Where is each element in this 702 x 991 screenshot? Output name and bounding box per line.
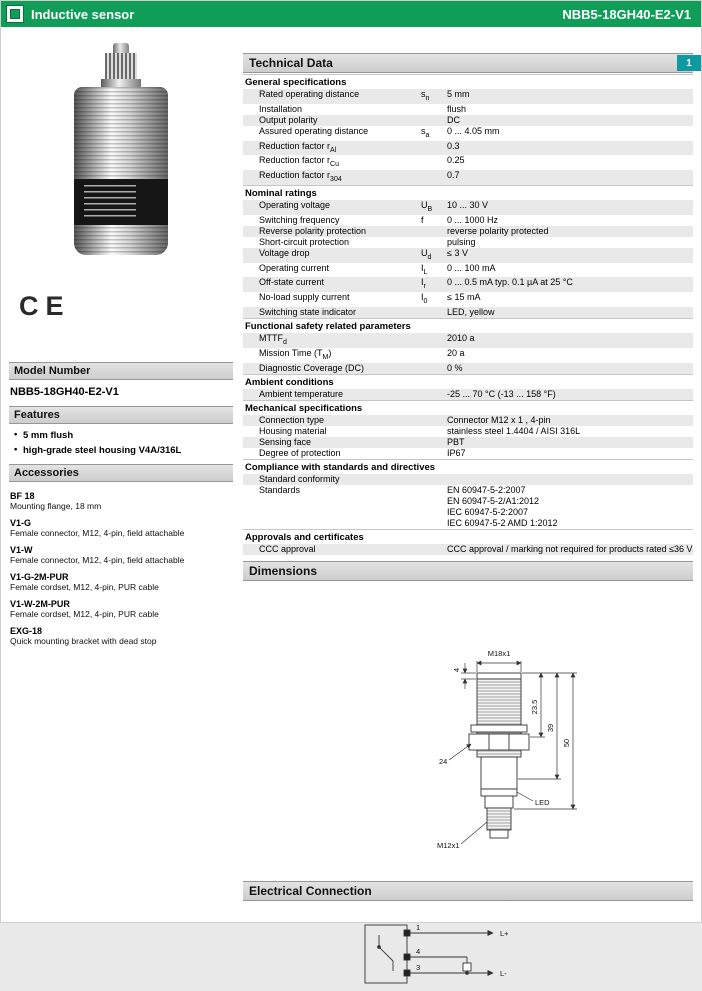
l-minus-label: L- xyxy=(500,968,507,978)
row-symbol xyxy=(421,474,447,485)
accessory-description: Female connector, M12, 4-pin, field attachable xyxy=(10,528,185,538)
row-value: reverse polarity protected xyxy=(447,225,549,236)
content-columns xyxy=(1,27,701,987)
sensor-label-print xyxy=(84,185,136,217)
row-symbol xyxy=(421,415,447,426)
left-column xyxy=(9,27,233,987)
row-value: 2010 a xyxy=(447,332,475,343)
sensor-body xyxy=(74,87,168,255)
row-value: 0 ... 0.5 mA typ. 0.1 µA at 25 °C xyxy=(447,277,573,288)
row-value: 0.3 xyxy=(447,140,460,151)
row-value xyxy=(447,474,693,485)
row-label: Installation xyxy=(259,103,303,114)
row-label: Switching state indicator xyxy=(259,306,357,317)
dim-label-39: 39 xyxy=(546,723,555,732)
sensor-collar xyxy=(101,79,141,87)
pin4-label: 4 xyxy=(416,946,421,956)
table-row xyxy=(243,292,693,307)
row-label: Reduction factor $r_{304}$ xyxy=(259,170,342,183)
table-row xyxy=(243,363,693,374)
dim-label-4: 4 xyxy=(452,667,461,672)
row-label: Voltage drop xyxy=(259,247,310,258)
accessory-description: Female cordset, M12, 4-pin, PUR cable xyxy=(10,582,159,592)
table-row xyxy=(243,89,693,104)
row-value: 0 ... 1000 Hz xyxy=(447,214,499,225)
row-label: Ambient temperature xyxy=(259,388,344,399)
table-row xyxy=(243,485,693,529)
dim-label-m12: M12x1 xyxy=(437,840,460,850)
row-value: Connector M12 x 1 , 4-pin xyxy=(447,414,551,425)
table-section-header: Ambient conditions xyxy=(243,374,693,389)
accessory-name: V1-G-2M-PUR xyxy=(10,572,69,582)
table-row xyxy=(243,474,693,485)
row-symbol: $I_0$ xyxy=(421,292,428,305)
table-row xyxy=(243,426,693,437)
row-value: 0 ... 4.05 mm xyxy=(447,125,500,136)
accessory-item xyxy=(10,491,233,511)
table-row xyxy=(243,115,693,126)
dimension-drawing-area xyxy=(243,581,693,881)
sensor-photo-illustration xyxy=(74,43,168,255)
row-label: Standards xyxy=(259,484,301,495)
row-value: 20 a xyxy=(447,347,465,358)
row-value: CCC approval / marking not required for products rated ≤36 V xyxy=(447,543,693,554)
features-list xyxy=(9,424,233,464)
table-row xyxy=(243,226,693,237)
table-row xyxy=(243,263,693,278)
model-number-heading: Model Number xyxy=(9,362,233,380)
row-label: Mission Time $(T_M)$ xyxy=(259,347,332,361)
table-section-header: General specifications xyxy=(243,74,693,89)
dim-label-23-5: 23.5 xyxy=(530,699,539,714)
row-symbol xyxy=(421,155,447,170)
row-value: flush xyxy=(447,103,467,114)
dim-label-m18: M18x1 xyxy=(487,648,511,658)
accessory-name: V1-W-2M-PUR xyxy=(10,599,70,609)
row-value: stainless steel 1.4404 / AISI 316L xyxy=(447,425,581,436)
row-value: 5 mm xyxy=(447,89,470,99)
row-label: Standard conformity xyxy=(259,473,340,484)
header xyxy=(1,1,701,27)
row-value: 0 ... 100 mA xyxy=(447,262,496,273)
sensor-icon xyxy=(6,5,24,23)
table-row xyxy=(243,437,693,448)
row-symbol: $s_a$ xyxy=(421,125,430,139)
row-value: 0.25 xyxy=(447,155,465,166)
accessory-item xyxy=(10,626,233,646)
row-label: Sensing face xyxy=(259,436,312,447)
feature-item: • high-grade steel housing V4A/316L xyxy=(11,443,233,458)
table-row xyxy=(243,389,693,400)
table-row xyxy=(243,307,693,318)
product-photo xyxy=(9,43,233,283)
accessory-description: Quick mounting bracket with dead stop xyxy=(10,636,157,646)
accessory-name: EXG-18 xyxy=(10,626,43,636)
row-value: -25 ... 70 °C (-13 ... 158 °F) xyxy=(447,388,556,399)
row-label: Reverse polarity protection xyxy=(259,225,367,236)
row-value: pulsing xyxy=(447,236,476,247)
accessories-list xyxy=(9,482,233,646)
row-label: Output polarity xyxy=(259,114,318,125)
row-symbol: $s_n$ xyxy=(421,89,430,102)
table-row xyxy=(243,237,693,248)
row-symbol xyxy=(421,237,447,248)
sensor-outline xyxy=(469,673,529,838)
row-symbol xyxy=(421,485,447,529)
accessory-item xyxy=(10,545,233,565)
sensor-icon-inner xyxy=(10,9,20,19)
accessory-description: Female connector, M12, 4-pin, field attachable xyxy=(10,555,185,565)
row-symbol xyxy=(421,115,447,126)
dim-label-led: LED xyxy=(535,797,550,807)
features-heading: Features xyxy=(9,406,233,424)
table-row xyxy=(243,155,693,170)
row-label: $MTTF_d$ xyxy=(259,332,287,346)
ce-mark: CE xyxy=(19,291,71,321)
row-symbol xyxy=(421,448,447,459)
row-label: Short-circuit protection xyxy=(259,236,350,247)
table-section-header: Nominal ratings xyxy=(243,185,693,200)
row-symbol xyxy=(421,389,447,400)
row-label: Operating current xyxy=(259,262,330,273)
table-row xyxy=(243,141,693,156)
accessories-heading: Accessories xyxy=(9,464,233,482)
row-symbol xyxy=(421,544,447,555)
accessory-description: Mounting flange, 18 mm xyxy=(10,501,102,511)
row-value: EN 60947-5-2:2007 EN 60947-5-2/A1:2012 IEC 60947-5-2:2007 IEC 60947-5-2 AMD 1:2012 xyxy=(447,484,558,528)
row-symbol: $I_L$ xyxy=(421,262,428,276)
row-value: 0 % xyxy=(447,362,463,373)
model-number-value: NBB5-18GH40-E2-V1 xyxy=(10,386,119,398)
row-value: LED, yellow xyxy=(447,306,495,317)
row-symbol: f xyxy=(421,214,424,225)
table-row xyxy=(243,544,693,555)
table-row xyxy=(243,277,693,292)
technical-data-table xyxy=(243,74,693,555)
row-value: DC xyxy=(447,114,460,125)
wiring-diagram-area xyxy=(243,901,693,987)
row-label: Connection type xyxy=(259,414,325,425)
electrical-connection-heading: Electrical Connection xyxy=(243,881,693,901)
table-section-header: Approvals and certificates xyxy=(243,529,693,544)
accessory-item xyxy=(10,572,233,592)
table-row xyxy=(243,215,693,226)
page-number-badge: 1 xyxy=(677,55,701,71)
table-row xyxy=(243,348,693,363)
sensor-connector-tip xyxy=(113,43,129,53)
row-value: 0.7 xyxy=(447,170,460,181)
row-symbol xyxy=(421,226,447,237)
dim-label-24: 24 xyxy=(439,756,448,766)
row-label: Degree of protection xyxy=(259,447,341,458)
row-symbol: $U_B$ xyxy=(421,199,433,213)
product-type-title: Inductive sensor xyxy=(31,6,135,22)
row-symbol xyxy=(421,333,447,348)
row-symbol: $U_d$ xyxy=(421,247,432,261)
header-model-number: NBB5-18GH40-E2-V1 xyxy=(562,6,691,22)
row-label: Rated operating distance xyxy=(259,89,360,99)
table-section-header: Compliance with standards and directives xyxy=(243,459,693,474)
row-label: Switching frequency xyxy=(259,214,340,225)
brand xyxy=(6,5,134,23)
row-label: Diagnostic Coverage (DC) xyxy=(259,362,365,373)
dim-label-50: 50 xyxy=(562,738,571,747)
row-value: 10 ... 30 V xyxy=(447,199,489,210)
row-label: Off-state current xyxy=(259,277,324,288)
feature-item: • 5 mm flush xyxy=(11,428,233,443)
row-label: Assured operating distance xyxy=(259,125,369,136)
row-symbol xyxy=(421,426,447,437)
row-value: PBT xyxy=(447,436,465,447)
table-row xyxy=(243,448,693,459)
table-section-header: Functional safety related parameters xyxy=(243,318,693,333)
l-plus-label: L+ xyxy=(500,928,509,938)
row-value: IP67 xyxy=(447,447,466,458)
table-row xyxy=(243,104,693,115)
row-label: Reduction factor $r_{Al}$ xyxy=(259,140,337,154)
accessory-item xyxy=(10,518,233,538)
accessory-description: Female cordset, M12, 4-pin, PUR cable xyxy=(10,609,159,619)
table-row xyxy=(243,333,693,348)
row-symbol xyxy=(421,104,447,115)
sensor-connector xyxy=(105,53,137,79)
row-label: No-load supply current xyxy=(259,292,350,303)
accessory-name: V1-W xyxy=(10,545,33,555)
table-row xyxy=(243,170,693,185)
row-symbol: $I_r$ xyxy=(421,277,426,291)
row-symbol xyxy=(421,170,447,185)
row-symbol xyxy=(421,141,447,156)
row-label: Operating voltage xyxy=(259,199,331,210)
row-label: Reduction factor $r_{Cu}$ xyxy=(259,155,339,169)
sensor-symbol xyxy=(365,925,407,983)
pin1-label: 1 xyxy=(416,922,421,932)
row-value: ≤ 15 mA xyxy=(447,292,481,303)
table-section-header: Mechanical specifications xyxy=(243,400,693,415)
row-symbol xyxy=(421,307,447,318)
dimensions-heading: Dimensions xyxy=(243,561,693,581)
table-row xyxy=(243,126,693,141)
row-symbol xyxy=(421,348,447,363)
table-row xyxy=(243,415,693,426)
table-row xyxy=(243,200,693,215)
row-symbol xyxy=(421,363,447,374)
row-value: ≤ 3 V xyxy=(447,247,468,258)
pin3-label: 3 xyxy=(416,962,421,972)
row-label: CCC approval xyxy=(259,543,316,554)
row-label: Housing material xyxy=(259,425,327,436)
table-row xyxy=(243,248,693,263)
accessory-item xyxy=(10,599,233,619)
accessory-name: BF 18 xyxy=(10,491,35,501)
accessory-name: V1-G xyxy=(10,518,32,528)
technical-data-heading: Technical Data xyxy=(243,53,693,73)
row-symbol xyxy=(421,437,447,448)
wiring-diagram xyxy=(335,913,545,991)
right-column xyxy=(243,27,693,987)
sensor-label-band xyxy=(74,179,168,225)
dimension-drawing xyxy=(381,639,611,871)
